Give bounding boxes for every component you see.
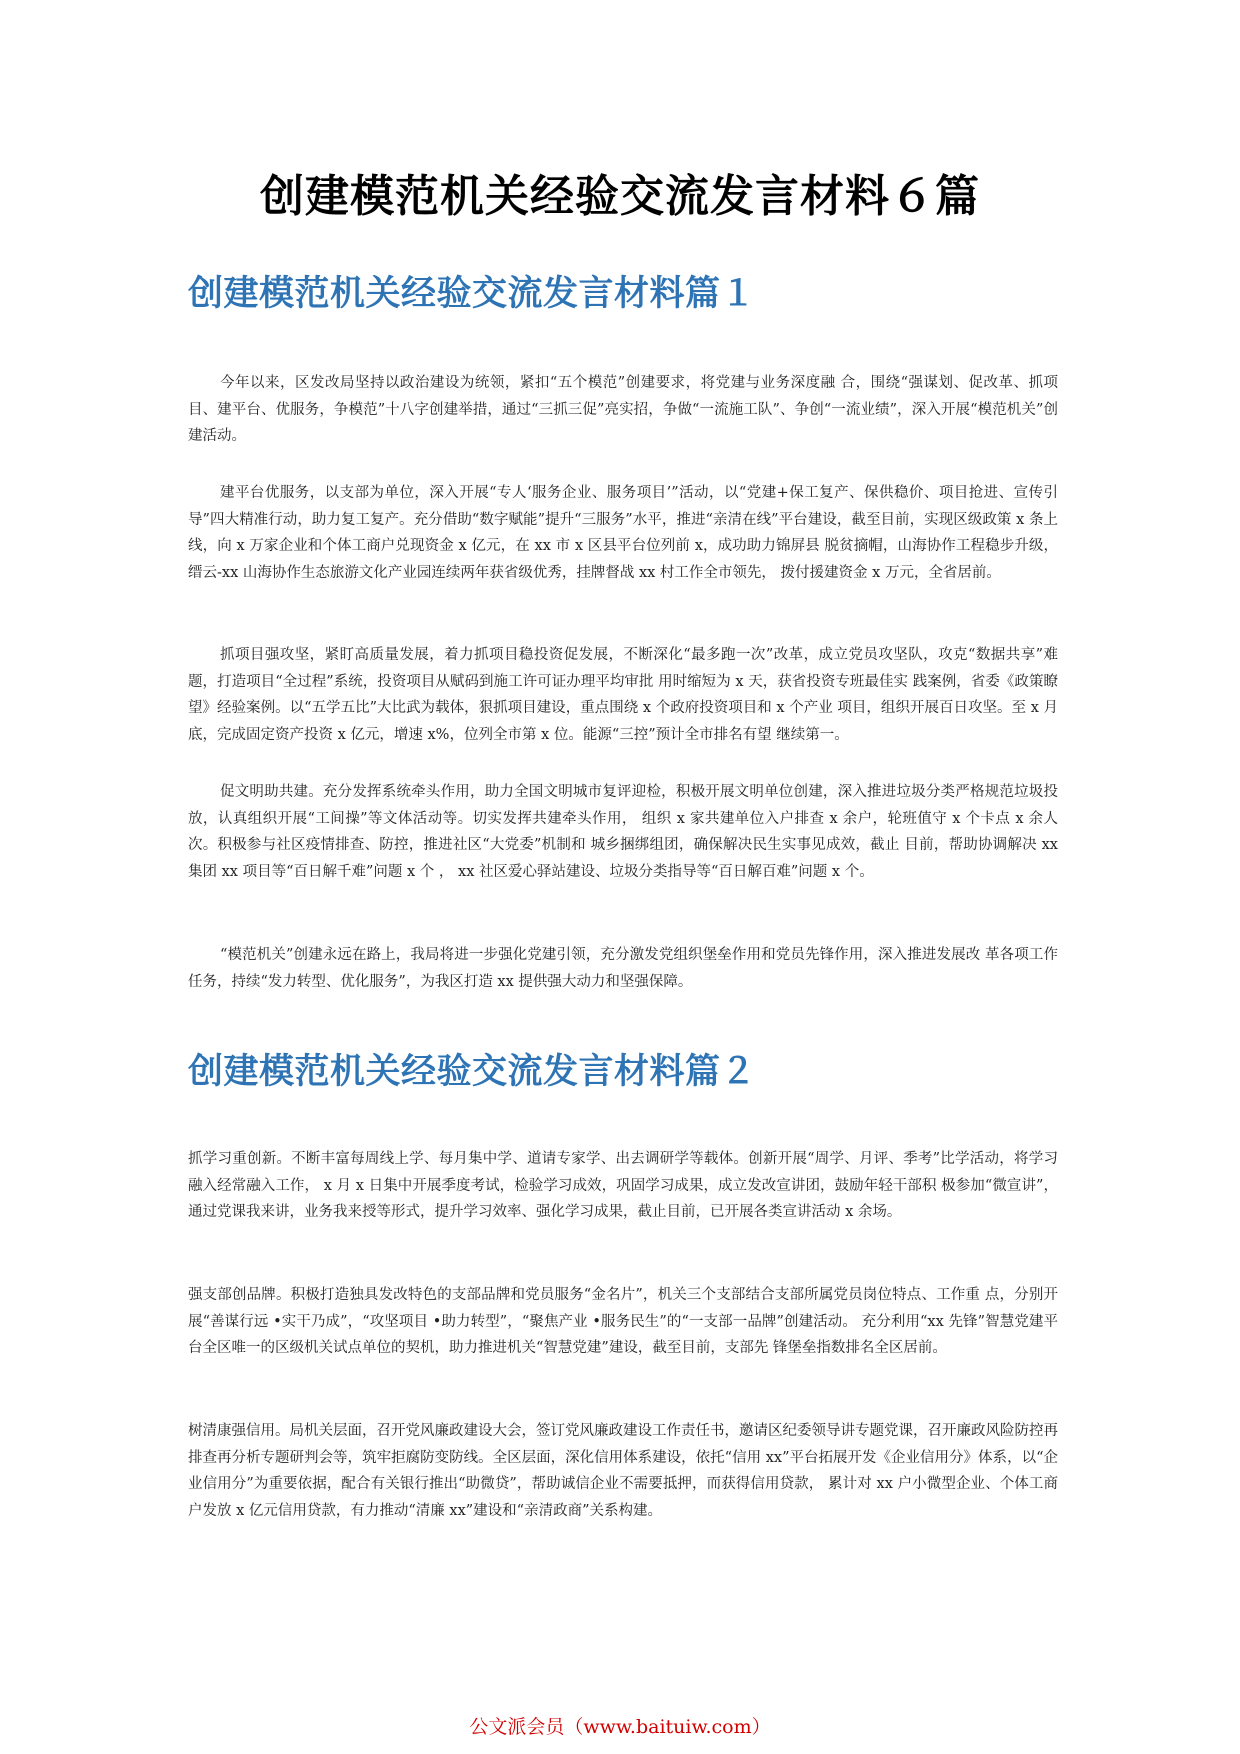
footer-watermark: 公文派会员（www.baituiw.com） (469, 1716, 771, 1738)
section-1-paragraph-1: 今年以来，区发改局坚持以政治建设为统领，紧扣“五个模范”创建要求，将党建与业务深度融 合，围绕“强谋划、促改革、抓项目、建平台、优服务，争模范”十八字创建举措，通过“三抓三促”亮实招，争做“一流施工队”、争创“一流业绩”，深入开展“模范机关”创建活动。 (188, 375, 1058, 444)
section-2-paragraph-3: 树清康强信用。局机关层面，召开党风廉政建设大会，签订党风廉政建设工作责任书，邀请区纪委领导讲专题党课，召开廉政风险防控再排查再分析专题研判会等，筑牢拒腐防变防线。全区层面，深化信用体系建设，依托“信用 xx”平台拓展开发《企业信用分》体系，以“企业信用分”为重要依据，配合有关银行推出“助微贷”，帮助诚信企业不需要抵押，而获得信用贷款， 累计对 xx 户小微型企业、个体工商户发放 x 亿元信用贷款，有力推动“清廉 xx”建设和“亲清政商”关系构建。 (188, 1423, 1058, 1519)
document-title: 创建模范机关经验交流发言材料６篇 (260, 171, 980, 222)
section-1-paragraph-2: 建平台优服务，以支部为单位，深入开展“专人‘服务企业、服务项目’”活动，以“党建+保工复产、保供稳价、项目抢进、宣传引导”四大精准行动，助力复工复产。充分借助“数字赋能”提升“三服务”水平，推进“亲清在线”平台建设，截至目前，实现区级政策 x 条上线，向 x 万家企业和个体工商户兑现资金 x 亿元，在 xx 市 x 区县平台位列前 x，成功助力锦屏县 脱贫摘帽，山海协作工程稳步升级，缙云-xx 山海协作生态旅游文化产业园连续两年获省级优秀，挂牌督战 xx 村工作全市领先， 拨付援建资金 x 万元，全省居前。 (188, 485, 1058, 581)
section-2-paragraph-2: 强支部创品牌。积极打造独具发改特色的支部品牌和党员服务“金名片”，机关三个支部结合支部所属党员岗位特点、工作重 点，分别开展“善谋行远 •实干乃成”，“攻坚项目 •助力转型”，“聚焦产业 •服务民生”的“一支部一品牌”创建活动。 充分利用“xx 先锋”智慧党建平台全区唯一的区级机关试点单位的契机，助力推进机关“智慧党建”建设，截至目前，支部先 锋堡垒指数排名全区居前。 (188, 1287, 1058, 1356)
section-1-paragraph-5: “模范机关”创建永远在路上，我局将进一步强化党建引领，充分激发党组织堡垒作用和党员先锋作用，深入推进发展改 革各项工作任务，持续“发力转型、优化服务”，为我区打造 xx 提供强大动力和坚强保障。 (188, 947, 1058, 990)
section-1-paragraph-4: 促文明助共建。充分发挥系统牵头作用，助力全国文明城市复评迎检，积极开展文明单位创建，深入推进垃圾分类严格规范垃圾投放，认真组织开展“工间操”等文体活动等。切实发挥共建牵头作用， 组织 x 家共建单位入户排查 x 余户，轮班值守 x 个卡点 x 余人次。积极参与社区疫情排查、防控，推进社区“大党委”机制和 城乡捆绑组团，确保解决民生实事见成效，截止 目前，帮助协调解决 xx 集团 xx 项目等“百日解千难”问题 x 个 ， xx 社区爱心驿站建设、垃圾分类指导等“百日解百难”问题 x 个。 (188, 784, 1058, 880)
section-heading-2: 创建模范机关经验交流发言材料篇２ (188, 1051, 757, 1092)
section-2-paragraph-1: 抓学习重创新。不断丰富每周线上学、每月集中学、道请专家学、出去调研学等载体。创新开展“周学、月评、季考”比学活动，将学习融入经常融入工作， x 月 x 日集中开展季度考试，检验学习成效，巩固学习成果，成立发改宣讲团，鼓励年轻干部积 极参加“微宣讲”，通过党课我来讲，业务我来授等形式，提升学习效率、强化学习成果，截止目前，已开展各类宣讲活动 x 余场。 (188, 1151, 1058, 1220)
section-1-paragraph-3: 抓项目强攻坚，紧盯高质量发展，着力抓项目稳投资促发展，不断深化“最多跑一次”改革，成立党员攻坚队，攻克“数据共享”难题，打造项目“全过程”系统，投资项目从赋码到施工许可证办理平均审批 用时缩短为 x 天，获省投资专班最佳实 践案例，省委《政策瞭望》经验案例。以“五学五比”大比武为载体，狠抓项目建设，重点围绕 x 个政府投资项目和 x 个产业 项目，组织开展百日攻坚。至 x 月底，完成固定资产投资 x 亿元，增速 x%，位列全市第 x 位。能源“三控”预计全市排名有望 继续第一。 (188, 647, 1058, 743)
section-heading-1: 创建模范机关经验交流发言材料篇１ (188, 273, 757, 314)
